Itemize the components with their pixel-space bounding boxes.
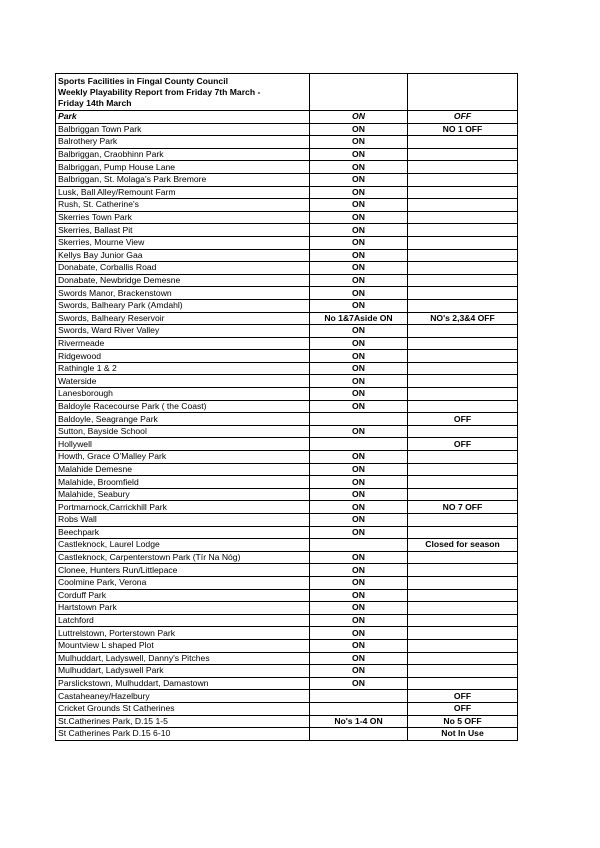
park-cell: Balrothery Park: [56, 136, 310, 149]
table-row: [56, 262, 518, 275]
on-cell: ON: [310, 161, 408, 174]
off-cell: [408, 576, 518, 589]
on-cell: ON: [310, 677, 408, 690]
on-cell: ON: [310, 325, 408, 338]
off-cell: NO's 2,3&4 OFF: [408, 312, 518, 325]
off-cell: [408, 173, 518, 186]
table-row: [56, 199, 518, 212]
off-cell: [408, 211, 518, 224]
park-cell: Donabate, Newbridge Demesne: [56, 274, 310, 287]
table-row: [56, 249, 518, 262]
park-cell: Malahide, Broomfield: [56, 476, 310, 489]
off-cell: [408, 652, 518, 665]
on-cell: ON: [310, 123, 408, 136]
off-cell: [408, 400, 518, 413]
park-cell: Hollywell: [56, 438, 310, 451]
off-cell: [408, 627, 518, 640]
on-cell: ON: [310, 236, 408, 249]
on-cell: ON: [310, 463, 408, 476]
on-cell: No's 1-4 ON: [310, 715, 408, 728]
table-row: [56, 602, 518, 615]
on-cell: ON: [310, 400, 408, 413]
park-cell: Castleknock, Carpenterstown Park (Tír Na Nóg): [56, 551, 310, 564]
off-cell: [408, 199, 518, 212]
report-title: [56, 74, 310, 111]
park-cell: Robs Wall: [56, 514, 310, 527]
on-cell: ON: [310, 388, 408, 401]
table-row: [56, 652, 518, 665]
on-cell: ON: [310, 211, 408, 224]
off-cell: [408, 186, 518, 199]
table-row: [56, 136, 518, 149]
table-row: [56, 514, 518, 527]
off-cell: [408, 161, 518, 174]
table-row: [56, 539, 518, 552]
park-cell: Balbriggan, Pump House Lane: [56, 161, 310, 174]
table-row: [56, 728, 518, 741]
on-cell: ON: [310, 652, 408, 665]
on-cell: ON: [310, 602, 408, 615]
off-cell: OFF: [408, 702, 518, 715]
park-cell: Waterside: [56, 375, 310, 388]
park-cell: Coolmine Park, Verona: [56, 576, 310, 589]
on-cell: ON: [310, 576, 408, 589]
on-cell: [310, 413, 408, 426]
table-row: [56, 488, 518, 501]
on-cell: ON: [310, 173, 408, 186]
header-off: OFF: [408, 111, 518, 124]
title-blank-on: [310, 74, 408, 111]
on-cell: ON: [310, 665, 408, 678]
table-row: [56, 186, 518, 199]
park-cell: Latchford: [56, 614, 310, 627]
off-cell: [408, 564, 518, 577]
on-cell: ON: [310, 425, 408, 438]
park-cell: Lusk, Ball Alley/Remount Farm: [56, 186, 310, 199]
off-cell: [408, 136, 518, 149]
park-cell: Mulhuddart, Ladyswell, Danny's Pitches: [56, 652, 310, 665]
park-cell: Parslickstown, Mulhuddart, Damastown: [56, 677, 310, 690]
table-row: [56, 702, 518, 715]
off-cell: [408, 589, 518, 602]
off-cell: NO 7 OFF: [408, 501, 518, 514]
table-row: [56, 337, 518, 350]
off-cell: [408, 665, 518, 678]
table-row: [56, 677, 518, 690]
table-row: [56, 451, 518, 464]
off-cell: [408, 148, 518, 161]
off-cell: [408, 337, 518, 350]
table-row: [56, 690, 518, 703]
off-cell: [408, 249, 518, 262]
park-cell: Hartstown Park: [56, 602, 310, 615]
park-cell: Balbriggan Town Park: [56, 123, 310, 136]
park-cell: Portmarnock,Carrickhill Park: [56, 501, 310, 514]
on-cell: ON: [310, 627, 408, 640]
off-cell: Not In Use: [408, 728, 518, 741]
table-row: [56, 148, 518, 161]
on-cell: ON: [310, 337, 408, 350]
off-cell: [408, 602, 518, 615]
table-row: [56, 501, 518, 514]
on-cell: ON: [310, 199, 408, 212]
table-row: [56, 312, 518, 325]
table-row: [56, 161, 518, 174]
park-cell: Skerries Town Park: [56, 211, 310, 224]
on-cell: ON: [310, 476, 408, 489]
on-cell: [310, 690, 408, 703]
on-cell: ON: [310, 299, 408, 312]
off-cell: [408, 274, 518, 287]
table-row: [56, 589, 518, 602]
on-cell: ON: [310, 362, 408, 375]
on-cell: ON: [310, 501, 408, 514]
table-row: [56, 375, 518, 388]
on-cell: ON: [310, 148, 408, 161]
park-cell: Malahide, Seabury: [56, 488, 310, 501]
on-cell: ON: [310, 274, 408, 287]
table-row: [56, 299, 518, 312]
table-row: [56, 665, 518, 678]
table-row: [56, 639, 518, 652]
off-cell: [408, 526, 518, 539]
park-cell: Rathingle 1 & 2: [56, 362, 310, 375]
on-cell: ON: [310, 514, 408, 527]
on-cell: [310, 438, 408, 451]
park-cell: Castleknock, Laurel Lodge: [56, 539, 310, 552]
off-cell: OFF: [408, 438, 518, 451]
off-cell: [408, 287, 518, 300]
park-cell: Castaheaney/Hazelbury: [56, 690, 310, 703]
off-cell: [408, 262, 518, 275]
off-cell: [408, 639, 518, 652]
park-cell: Skerries, Ballast Pit: [56, 224, 310, 237]
on-cell: ON: [310, 136, 408, 149]
header-row: [56, 111, 518, 124]
table-row: [56, 236, 518, 249]
on-cell: ON: [310, 262, 408, 275]
table-row: [56, 211, 518, 224]
park-cell: Corduff Park: [56, 589, 310, 602]
park-cell: Howth, Grace O'Malley Park: [56, 451, 310, 464]
table-row: [56, 350, 518, 363]
title-blank-off: [408, 74, 518, 111]
park-cell: St.Catherines Park, D.15 1-5: [56, 715, 310, 728]
on-cell: ON: [310, 639, 408, 652]
table-row: [56, 325, 518, 338]
table-row: [56, 614, 518, 627]
table-row: [56, 425, 518, 438]
park-cell: Clonee, Hunters Run/Littlepace: [56, 564, 310, 577]
park-cell: Mulhuddart, Ladyswell Park: [56, 665, 310, 678]
park-cell: Skerries, Mourne View: [56, 236, 310, 249]
report-title-line1: Sports Facilities in Fingal County Council: [58, 75, 228, 86]
table-row: [56, 476, 518, 489]
on-cell: ON: [310, 375, 408, 388]
header-park: Park: [56, 111, 310, 124]
off-cell: [408, 224, 518, 237]
park-cell: Balbriggan, Craobhinn Park: [56, 148, 310, 161]
on-cell: [310, 702, 408, 715]
on-cell: ON: [310, 488, 408, 501]
park-cell: Swords, Balheary Reservoir: [56, 312, 310, 325]
park-cell: Donabate, Corballis Road: [56, 262, 310, 275]
playability-table: [55, 73, 518, 741]
table-row: [56, 287, 518, 300]
on-cell: No 1&7Aside ON: [310, 312, 408, 325]
table-row: [56, 413, 518, 426]
off-cell: [408, 677, 518, 690]
park-cell: Swords Manor, Brackenstown: [56, 287, 310, 300]
park-cell: Balbriggan, St. Molaga's Park Bremore: [56, 173, 310, 186]
title-row: [56, 74, 518, 111]
on-cell: ON: [310, 614, 408, 627]
off-cell: No 5 OFF: [408, 715, 518, 728]
park-cell: Baldoyle, Seagrange Park: [56, 413, 310, 426]
on-cell: ON: [310, 224, 408, 237]
report-title-line2: Weekly Playability Report from Friday 7th March -: [58, 86, 261, 97]
table-row: [56, 123, 518, 136]
off-cell: NO 1 OFF: [408, 123, 518, 136]
off-cell: OFF: [408, 413, 518, 426]
table-row: [56, 526, 518, 539]
table-row: [56, 274, 518, 287]
off-cell: [408, 451, 518, 464]
park-cell: Cricket Grounds St Catherines: [56, 702, 310, 715]
off-cell: [408, 388, 518, 401]
table-row: [56, 463, 518, 476]
park-cell: Swords, Ward River Valley: [56, 325, 310, 338]
park-cell: Rush, St. Catherine's: [56, 199, 310, 212]
park-cell: Kellys Bay Junior Gaa: [56, 249, 310, 262]
table-row: [56, 576, 518, 589]
on-cell: ON: [310, 551, 408, 564]
on-cell: ON: [310, 451, 408, 464]
table-row: [56, 551, 518, 564]
off-cell: [408, 325, 518, 338]
on-cell: ON: [310, 526, 408, 539]
on-cell: ON: [310, 287, 408, 300]
header-on: ON: [310, 111, 408, 124]
on-cell: ON: [310, 564, 408, 577]
park-cell: Luttrelstown, Porterstown Park: [56, 627, 310, 640]
on-cell: [310, 539, 408, 552]
park-cell: Sutton, Bayside School: [56, 425, 310, 438]
off-cell: [408, 350, 518, 363]
table-row: [56, 388, 518, 401]
off-cell: [408, 488, 518, 501]
off-cell: [408, 362, 518, 375]
park-cell: St Catherines Park D.15 6-10: [56, 728, 310, 741]
park-cell: Lanesborough: [56, 388, 310, 401]
park-cell: Rivermeade: [56, 337, 310, 350]
table-row: [56, 400, 518, 413]
table-row: [56, 438, 518, 451]
table-row: [56, 627, 518, 640]
park-cell: Beechpark: [56, 526, 310, 539]
table-row: [56, 173, 518, 186]
park-cell: Malahide Demesne: [56, 463, 310, 476]
off-cell: OFF: [408, 690, 518, 703]
park-cell: Ridgewood: [56, 350, 310, 363]
off-cell: [408, 514, 518, 527]
off-cell: [408, 299, 518, 312]
off-cell: [408, 236, 518, 249]
on-cell: ON: [310, 589, 408, 602]
park-cell: Swords, Balheary Park (Amdahl): [56, 299, 310, 312]
table-row: [56, 715, 518, 728]
on-cell: ON: [310, 249, 408, 262]
on-cell: ON: [310, 186, 408, 199]
on-cell: ON: [310, 350, 408, 363]
off-cell: Closed for season: [408, 539, 518, 552]
table-row: [56, 564, 518, 577]
off-cell: [408, 476, 518, 489]
park-cell: Baldoyle Racecourse Park ( the Coast): [56, 400, 310, 413]
off-cell: [408, 425, 518, 438]
table-row: [56, 224, 518, 237]
off-cell: [408, 551, 518, 564]
on-cell: [310, 728, 408, 741]
off-cell: [408, 614, 518, 627]
report-title-line3: Friday 14th March: [58, 97, 132, 108]
table-row: [56, 362, 518, 375]
off-cell: [408, 463, 518, 476]
off-cell: [408, 375, 518, 388]
park-cell: Mountview L shaped Plot: [56, 639, 310, 652]
